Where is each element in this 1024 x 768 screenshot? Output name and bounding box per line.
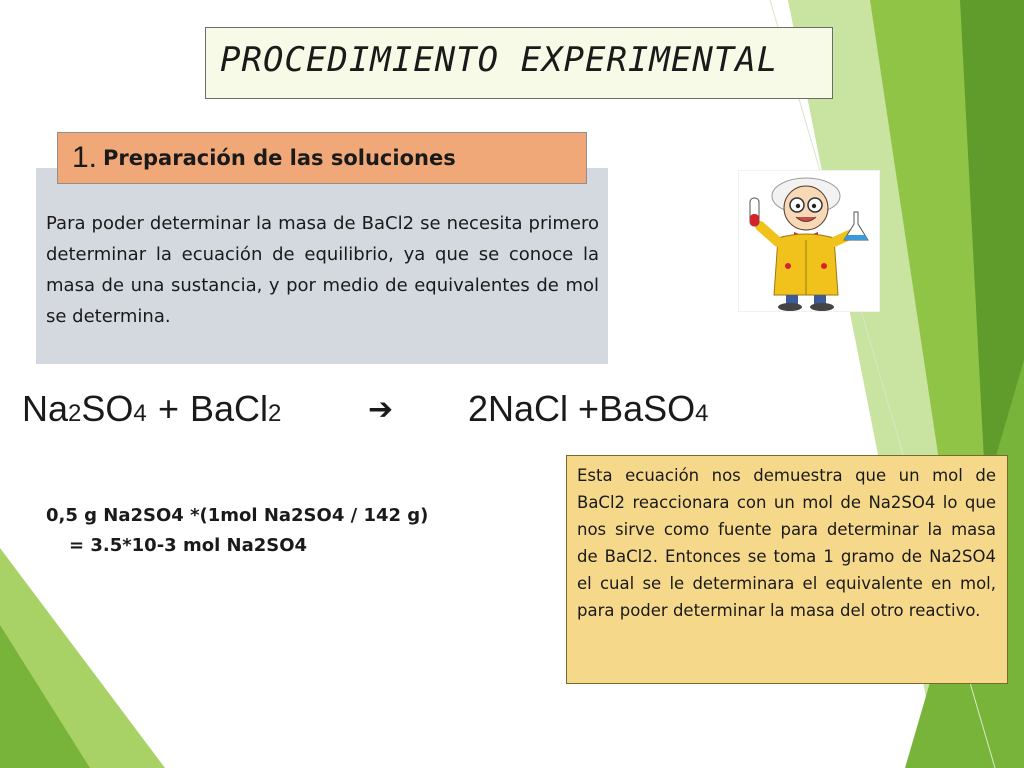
- slide-title: PROCEDIMIENTO EXPERIMENTAL: [220, 40, 779, 80]
- section-number: 1.: [72, 141, 98, 174]
- section-header: [57, 132, 587, 184]
- section-label: Preparación de las soluciones: [103, 146, 456, 170]
- calculation-line-2: = 3.5*10-3 mol Na2SO4: [69, 535, 308, 556]
- scientist-with-flasks-illustration: [738, 170, 880, 312]
- explanation-note-text: Esta ecuación nos demuestra que un mol de BaCl2 reaccionara con un mol de Na2SO4 lo que nos sirve como fuente para determinar la masa de BaCl2. Entonces se toma 1 gramo de Na2SO4 el cual se le determinara el equivalente en mol, para poder determinar la masa del otro reactivo.: [577, 466, 996, 620]
- equation-reactant-bacl2: BaCl2: [190, 388, 282, 429]
- reaction-arrow-icon: ➔: [368, 392, 394, 427]
- equation-products: 2NaCl +BaSO4: [468, 388, 709, 429]
- equation-reactant-na2so4: Na2SO4: [22, 388, 147, 429]
- mole-calculation: [46, 501, 428, 561]
- equation-plus-sign: +: [158, 388, 180, 429]
- slide-title-box: [205, 27, 833, 99]
- explanation-note-box: [566, 455, 1008, 684]
- intro-paragraph: Para poder determinar la masa de BaCl2 se necesita primero determinar la ecuación de equilibrio, ya que se conoce la masa de una sustancia, y por medio de equivalentes de mol se determina.: [46, 213, 599, 327]
- calculation-line-1: 0,5 g Na2SO4 *(1mol Na2SO4 / 142 g): [46, 505, 429, 526]
